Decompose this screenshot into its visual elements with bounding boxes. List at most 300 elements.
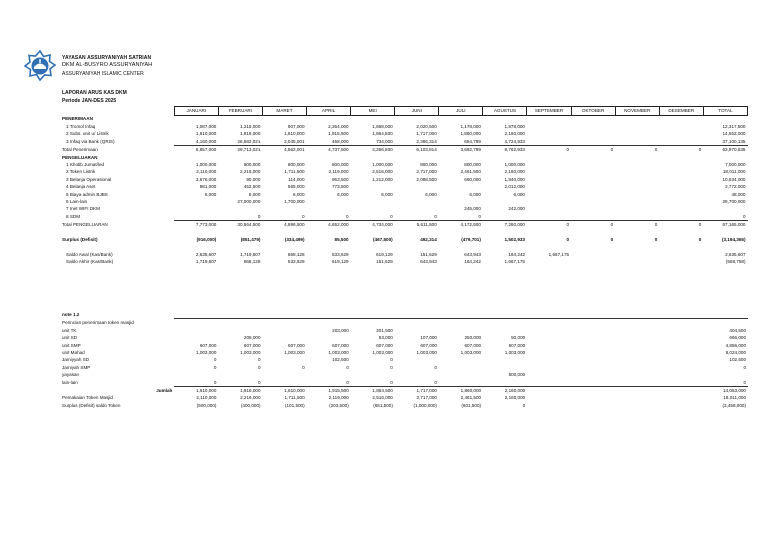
note-row bbox=[62, 342, 748, 349]
note-row-value: 102,500 bbox=[332, 357, 349, 363]
row-label: Surplus (Defisit) bbox=[62, 237, 98, 243]
row-value bbox=[615, 138, 659, 146]
note-line bbox=[218, 319, 262, 327]
note-row-value bbox=[660, 356, 704, 363]
row-value bbox=[439, 243, 483, 250]
row-value bbox=[659, 115, 703, 123]
row-value: 242,000 bbox=[508, 206, 525, 212]
row-value bbox=[659, 130, 703, 137]
row-value bbox=[483, 198, 527, 205]
row-value bbox=[527, 183, 571, 190]
row-value bbox=[395, 154, 439, 161]
note-row-value: 0 bbox=[390, 364, 393, 370]
note-row-label: Jamiyah SMP bbox=[62, 364, 91, 370]
table-row bbox=[62, 213, 748, 221]
report-period: Periode JAN-DES 2025 bbox=[62, 98, 117, 104]
note-row-value bbox=[218, 327, 262, 334]
row-value: 151,629 bbox=[376, 259, 393, 265]
row-value: 660,000 bbox=[464, 176, 481, 182]
note-row-value bbox=[660, 334, 704, 341]
row-value bbox=[571, 161, 615, 168]
month-header: SEPTEMBER bbox=[527, 107, 571, 116]
row-value: 7,260,000 bbox=[483, 221, 527, 229]
row-value bbox=[571, 213, 615, 221]
note-line bbox=[395, 319, 439, 327]
note-row-value bbox=[615, 327, 659, 334]
row-value: (851,479) bbox=[240, 237, 261, 243]
note-row-value bbox=[483, 379, 527, 387]
row-value bbox=[527, 198, 571, 205]
note-row-value bbox=[263, 371, 307, 378]
row-label: 4 Belanja Aset bbox=[66, 184, 96, 190]
note-row-value: (1,000,000) bbox=[413, 402, 437, 408]
month-header-row bbox=[62, 107, 748, 116]
note-row-value bbox=[263, 379, 307, 387]
row-value: 26,682,021 bbox=[237, 138, 261, 144]
row-value: 4,160,000 bbox=[195, 138, 217, 144]
note-row-value bbox=[571, 342, 615, 349]
note-row-value: (101,500) bbox=[284, 402, 305, 408]
note-row-value: 1,711,500 bbox=[284, 395, 305, 401]
row-value bbox=[439, 198, 483, 205]
note-row-label: Surplus (Defisit) saldo Token bbox=[62, 402, 121, 408]
row-value: 28,700,000 bbox=[722, 199, 746, 205]
note-row-value bbox=[660, 342, 704, 349]
org-name: YAYASAN ASSURYANIYAH SATRIAN bbox=[62, 55, 152, 61]
row-value: 7,000,000 bbox=[725, 162, 746, 168]
table-row bbox=[62, 176, 748, 183]
row-value: 2,088,500 bbox=[416, 176, 437, 182]
row-value: 2,635,607 bbox=[195, 251, 217, 257]
row-value bbox=[439, 229, 483, 236]
row-value bbox=[615, 123, 659, 130]
row-value bbox=[703, 115, 747, 123]
row-value: 1,860,000 bbox=[460, 131, 481, 137]
row-value: 1,719,607 bbox=[239, 251, 261, 257]
note-row-value: 2,110,000 bbox=[196, 395, 217, 401]
note-row-label: Jamiyyah SD bbox=[62, 357, 90, 363]
row-value bbox=[615, 130, 659, 137]
table-row bbox=[62, 221, 748, 229]
row-value: 533,629 bbox=[332, 251, 349, 257]
row-value: 85,500 bbox=[334, 237, 349, 243]
note-row-value bbox=[395, 356, 439, 363]
note-row-value bbox=[174, 327, 218, 334]
row-value bbox=[527, 243, 571, 250]
row-value bbox=[395, 229, 439, 236]
note-row bbox=[62, 371, 748, 378]
row-value: (479,701) bbox=[461, 237, 481, 243]
note-row-value: 0 bbox=[346, 364, 349, 370]
row-value bbox=[351, 205, 395, 212]
header-blank bbox=[62, 107, 174, 116]
row-value: 619,129 bbox=[376, 251, 393, 257]
note-row-value: 1,610,000 bbox=[263, 387, 307, 395]
row-value: 4,172,500 bbox=[439, 221, 483, 229]
row-value: 0 bbox=[659, 221, 703, 229]
cashflow-table bbox=[62, 106, 748, 266]
row-value bbox=[659, 123, 703, 130]
note-row-value: 607,000 bbox=[508, 342, 526, 348]
note-row-value: 8,024,000 bbox=[725, 350, 746, 356]
row-value bbox=[571, 168, 615, 175]
row-label: Saldo Awal (Kas/Bank) bbox=[66, 251, 113, 257]
row-value bbox=[615, 191, 659, 198]
token-note-table bbox=[62, 311, 748, 409]
note-row-value: 1,816,000 bbox=[218, 387, 262, 395]
note-row-label: yayasan bbox=[62, 372, 80, 378]
note-row-value: (203,500) bbox=[329, 402, 349, 408]
note-row-value: 2,461,500 bbox=[460, 395, 482, 401]
note-row-value bbox=[307, 334, 351, 341]
row-value bbox=[483, 243, 527, 250]
row-label: 3 Infaq via Bank (QRIS) bbox=[66, 139, 115, 145]
row-value: 6,000 bbox=[248, 191, 261, 197]
note-row-value bbox=[660, 394, 704, 401]
note-row-value bbox=[263, 334, 307, 341]
note-row-value bbox=[218, 371, 262, 378]
note-line bbox=[704, 319, 748, 327]
row-value bbox=[703, 154, 747, 161]
row-value: 8,762,933 bbox=[483, 146, 527, 154]
row-value bbox=[527, 213, 571, 221]
row-value bbox=[174, 115, 218, 123]
row-value: 953,500 bbox=[332, 176, 349, 182]
row-value: 2,110,000 bbox=[196, 169, 217, 175]
row-value bbox=[571, 205, 615, 212]
row-value: (467,500) bbox=[373, 237, 393, 243]
note-row-value: 1,915,500 bbox=[307, 387, 351, 395]
note-row-label: lain-lain bbox=[62, 379, 78, 385]
row-value bbox=[395, 198, 439, 205]
note-line bbox=[307, 319, 351, 327]
row-value bbox=[439, 115, 483, 123]
note-line bbox=[174, 319, 218, 327]
note-row-value: 208,000 bbox=[243, 335, 261, 341]
row-value bbox=[659, 258, 703, 265]
row-value bbox=[439, 154, 483, 161]
note-line bbox=[527, 319, 571, 327]
row-value: 643,943 bbox=[464, 251, 481, 257]
row-value bbox=[571, 130, 615, 137]
note-row-value: (400,000) bbox=[240, 402, 261, 408]
row-value bbox=[659, 213, 703, 221]
row-value: 4,724,933 bbox=[504, 138, 525, 144]
note-row bbox=[62, 349, 748, 356]
row-value: 868,128 bbox=[243, 259, 261, 265]
note-row-value bbox=[571, 394, 615, 401]
note-row-value bbox=[660, 379, 704, 387]
row-value: 533,629 bbox=[287, 259, 305, 265]
row-value: 0 bbox=[742, 213, 746, 219]
note-row-value bbox=[615, 342, 659, 349]
note-row-value bbox=[615, 371, 659, 378]
note-row-value bbox=[307, 371, 351, 378]
row-value: 5,611,500 bbox=[395, 221, 439, 229]
note-row-value: 666,000 bbox=[729, 335, 746, 341]
note-title: note 1.2 bbox=[62, 312, 80, 317]
month-header: MEI bbox=[351, 107, 395, 116]
note-row-value bbox=[174, 334, 218, 341]
row-value bbox=[174, 198, 218, 205]
row-value: 1,840,000 bbox=[504, 176, 525, 182]
note-subtitle-row bbox=[62, 319, 748, 327]
note-row-value bbox=[571, 334, 615, 341]
row-value: 6,103,814 bbox=[395, 146, 439, 154]
month-header: DESEMBER bbox=[659, 107, 703, 116]
month-header: OKTOBER bbox=[571, 107, 615, 116]
note-row-value bbox=[571, 379, 615, 387]
row-value: 4,266,500 bbox=[351, 146, 395, 154]
row-value bbox=[615, 243, 659, 250]
row-value: 0 bbox=[566, 237, 570, 243]
table-row bbox=[62, 168, 748, 175]
row-value: 63,970,635 bbox=[703, 146, 747, 154]
row-value bbox=[615, 198, 659, 205]
row-value bbox=[395, 205, 439, 212]
note-row-value: (601,500) bbox=[461, 402, 482, 408]
row-value bbox=[659, 176, 703, 183]
month-header: FEBRUARI bbox=[218, 107, 262, 116]
note-row-value bbox=[571, 356, 615, 363]
row-value: 12,317,500 bbox=[722, 123, 746, 129]
note-row-value: 2,717,000 bbox=[416, 395, 437, 401]
note-row-value bbox=[395, 371, 439, 378]
note-row-value bbox=[263, 327, 307, 334]
row-value: 29,713,021 bbox=[218, 146, 262, 154]
row-value: 734,000 bbox=[376, 138, 393, 144]
row-value bbox=[174, 213, 218, 221]
row-value bbox=[615, 154, 659, 161]
note-row-value bbox=[615, 349, 659, 356]
row-value bbox=[527, 154, 571, 161]
table-row bbox=[62, 146, 748, 154]
note-row-value bbox=[527, 342, 571, 349]
row-value bbox=[483, 115, 527, 123]
row-value: 1,915,500 bbox=[328, 131, 349, 137]
note-row-value bbox=[660, 327, 704, 334]
row-label: Total PENGELUARAN bbox=[62, 222, 108, 228]
row-value bbox=[615, 161, 659, 168]
row-value bbox=[307, 205, 351, 212]
row-value: 1,711,500 bbox=[284, 169, 305, 175]
note-row bbox=[62, 394, 748, 401]
row-value: 245,000 bbox=[464, 206, 481, 212]
row-value bbox=[615, 258, 659, 265]
row-value: 1,667,175 bbox=[504, 259, 525, 265]
row-value bbox=[571, 258, 615, 265]
row-value: 907,000 bbox=[287, 123, 305, 129]
row-value: 114,000 bbox=[288, 176, 305, 182]
row-value bbox=[307, 229, 351, 236]
note-row-value: 0 bbox=[743, 379, 746, 385]
row-value: 1,700,000 bbox=[284, 199, 305, 205]
row-value bbox=[659, 229, 703, 236]
row-label: PENGELUARAN bbox=[62, 154, 98, 160]
note-row-value bbox=[615, 364, 659, 371]
row-label: 1 Khotib Jumat/led bbox=[66, 162, 105, 168]
row-value: 458,000 bbox=[332, 138, 349, 144]
note-row-label: Pemakaian Token Masjid bbox=[62, 395, 113, 401]
row-value: 27,000,000 bbox=[237, 199, 261, 205]
row-value: 0 bbox=[698, 237, 702, 243]
row-value: 2,119,000 bbox=[328, 169, 349, 175]
row-value: 0 bbox=[571, 146, 615, 154]
row-value bbox=[351, 243, 395, 250]
row-value bbox=[174, 205, 218, 212]
note-line bbox=[615, 319, 659, 327]
row-value bbox=[659, 183, 703, 190]
table-row bbox=[62, 191, 748, 198]
note-row bbox=[62, 379, 748, 387]
note-row-value bbox=[615, 334, 659, 341]
note-row-value: 1,003,000 bbox=[195, 350, 217, 356]
row-value: 800,000 bbox=[420, 162, 437, 168]
row-value: 4,562,001 bbox=[262, 146, 306, 154]
row-value: 0 bbox=[390, 213, 393, 219]
report-title: LAPORAN ARUS KAS DKM bbox=[62, 90, 127, 96]
row-value: 452,500 bbox=[243, 184, 261, 190]
note-row-value bbox=[704, 371, 748, 378]
row-value bbox=[174, 229, 218, 236]
row-value bbox=[615, 205, 659, 212]
row-value bbox=[218, 229, 262, 236]
month-header: APRIL bbox=[307, 107, 351, 116]
note-row-value: 607,000 bbox=[420, 342, 437, 348]
note-row-value bbox=[571, 387, 615, 395]
table-row bbox=[62, 236, 748, 243]
row-value: 2,516,000 bbox=[372, 169, 393, 175]
row-value: 6,000 bbox=[204, 191, 217, 197]
row-label: 7 Inet WIFI DKM bbox=[66, 206, 100, 212]
note-row-value: 1,717,000 bbox=[395, 387, 439, 395]
note-row-value: 404,500 bbox=[729, 327, 746, 333]
row-value bbox=[571, 176, 615, 183]
note-row-value: 203,000 bbox=[332, 327, 349, 333]
row-value: 2,635,607 bbox=[725, 251, 746, 257]
note-row-value: 1,003,000 bbox=[240, 350, 261, 356]
note-row-value bbox=[660, 371, 704, 378]
row-value: 4,737,500 bbox=[307, 146, 351, 154]
note-line bbox=[571, 319, 615, 327]
note-row-value: 607,000 bbox=[199, 342, 217, 348]
note-row-value: 18,011,000 bbox=[723, 395, 746, 401]
row-value: (334,499) bbox=[284, 237, 305, 243]
note-row-value: 607,000 bbox=[332, 342, 349, 348]
note-row-label: unit TK bbox=[62, 327, 77, 333]
note-row-value: 1,003,000 bbox=[460, 350, 482, 356]
row-value: 0 bbox=[527, 221, 571, 229]
note-row-value: 0 bbox=[346, 379, 349, 385]
note-row-value: 0 bbox=[390, 379, 393, 385]
table-row bbox=[62, 251, 748, 258]
table-row bbox=[62, 243, 748, 250]
row-value: (3,194,365) bbox=[722, 237, 746, 243]
row-value: (916,000) bbox=[196, 237, 217, 243]
row-value bbox=[615, 115, 659, 123]
row-value bbox=[218, 243, 262, 250]
note-row-value: 607,000 bbox=[288, 342, 305, 348]
row-value: 0 bbox=[571, 221, 615, 229]
row-value: 3,692,799 bbox=[439, 146, 483, 154]
row-value: 48,000 bbox=[731, 191, 746, 197]
note-row-value: 0 bbox=[434, 364, 437, 370]
note-row-value: 607,000 bbox=[376, 342, 393, 348]
note-row-value: 250,000 bbox=[464, 335, 482, 341]
row-value bbox=[527, 205, 571, 212]
row-value: 90,000 bbox=[246, 176, 261, 182]
note-line bbox=[351, 319, 395, 327]
note-row-value bbox=[483, 356, 527, 363]
note-row-value bbox=[571, 402, 615, 409]
row-value: 2,216,000 bbox=[239, 169, 261, 175]
row-value bbox=[262, 229, 306, 236]
row-value bbox=[527, 138, 571, 146]
table-row bbox=[62, 183, 748, 190]
note-row-value bbox=[571, 349, 615, 356]
note-row-value: 1,003,000 bbox=[372, 350, 393, 356]
row-value bbox=[351, 229, 395, 236]
table-row bbox=[62, 205, 748, 212]
row-value bbox=[659, 161, 703, 168]
note-row-value: 102,500 bbox=[729, 357, 746, 363]
row-value: 0 bbox=[434, 213, 437, 219]
note-row-value: 4,856,000 bbox=[725, 342, 746, 348]
row-label: Total Penerimaan bbox=[62, 146, 98, 152]
row-value bbox=[262, 243, 306, 250]
note-row-value: 2,119,000 bbox=[328, 395, 349, 401]
row-value: 800,000 bbox=[332, 162, 349, 168]
row-value: 6,857,000 bbox=[174, 146, 218, 154]
note-row-value: 0 bbox=[257, 364, 261, 370]
row-value: 2,366,314 bbox=[416, 138, 437, 144]
row-value bbox=[659, 205, 703, 212]
row-value: 1,610,000 bbox=[195, 131, 217, 137]
row-value bbox=[527, 176, 571, 183]
row-value: 6,000 bbox=[513, 191, 525, 197]
row-value: 2,364,000 bbox=[328, 123, 349, 129]
row-value: 0 bbox=[615, 221, 659, 229]
note-row-value: 1,864,500 bbox=[351, 387, 395, 395]
note-row-value: 500,000 bbox=[508, 372, 526, 378]
note-row-value bbox=[527, 387, 571, 395]
note-row-value: 1,003,000 bbox=[504, 350, 526, 356]
note-row-value bbox=[571, 364, 615, 371]
row-value bbox=[307, 115, 351, 123]
month-header: AGUSTUS bbox=[483, 107, 527, 116]
note-row-label: Jumlah bbox=[156, 387, 173, 393]
row-value: 164,242 bbox=[464, 259, 481, 265]
row-value bbox=[439, 183, 483, 190]
row-value: 1,212,000 bbox=[372, 176, 393, 182]
row-value bbox=[615, 183, 659, 190]
row-value: 2,461,500 bbox=[460, 169, 481, 175]
row-value bbox=[571, 251, 615, 258]
table-row bbox=[62, 123, 748, 130]
table-row bbox=[62, 138, 748, 146]
row-value bbox=[659, 138, 703, 146]
note-row-value bbox=[527, 356, 571, 363]
note-row-value bbox=[174, 371, 218, 378]
row-value: 37,100,135 bbox=[722, 138, 746, 144]
note-row-value: 0 bbox=[434, 379, 437, 385]
row-value bbox=[659, 191, 703, 198]
row-value: 0 bbox=[610, 237, 614, 243]
note-row-value: (651,500) bbox=[373, 402, 393, 408]
note-row-value bbox=[527, 334, 571, 341]
row-value: 2,717,000 bbox=[416, 169, 437, 175]
note-line bbox=[660, 319, 704, 327]
